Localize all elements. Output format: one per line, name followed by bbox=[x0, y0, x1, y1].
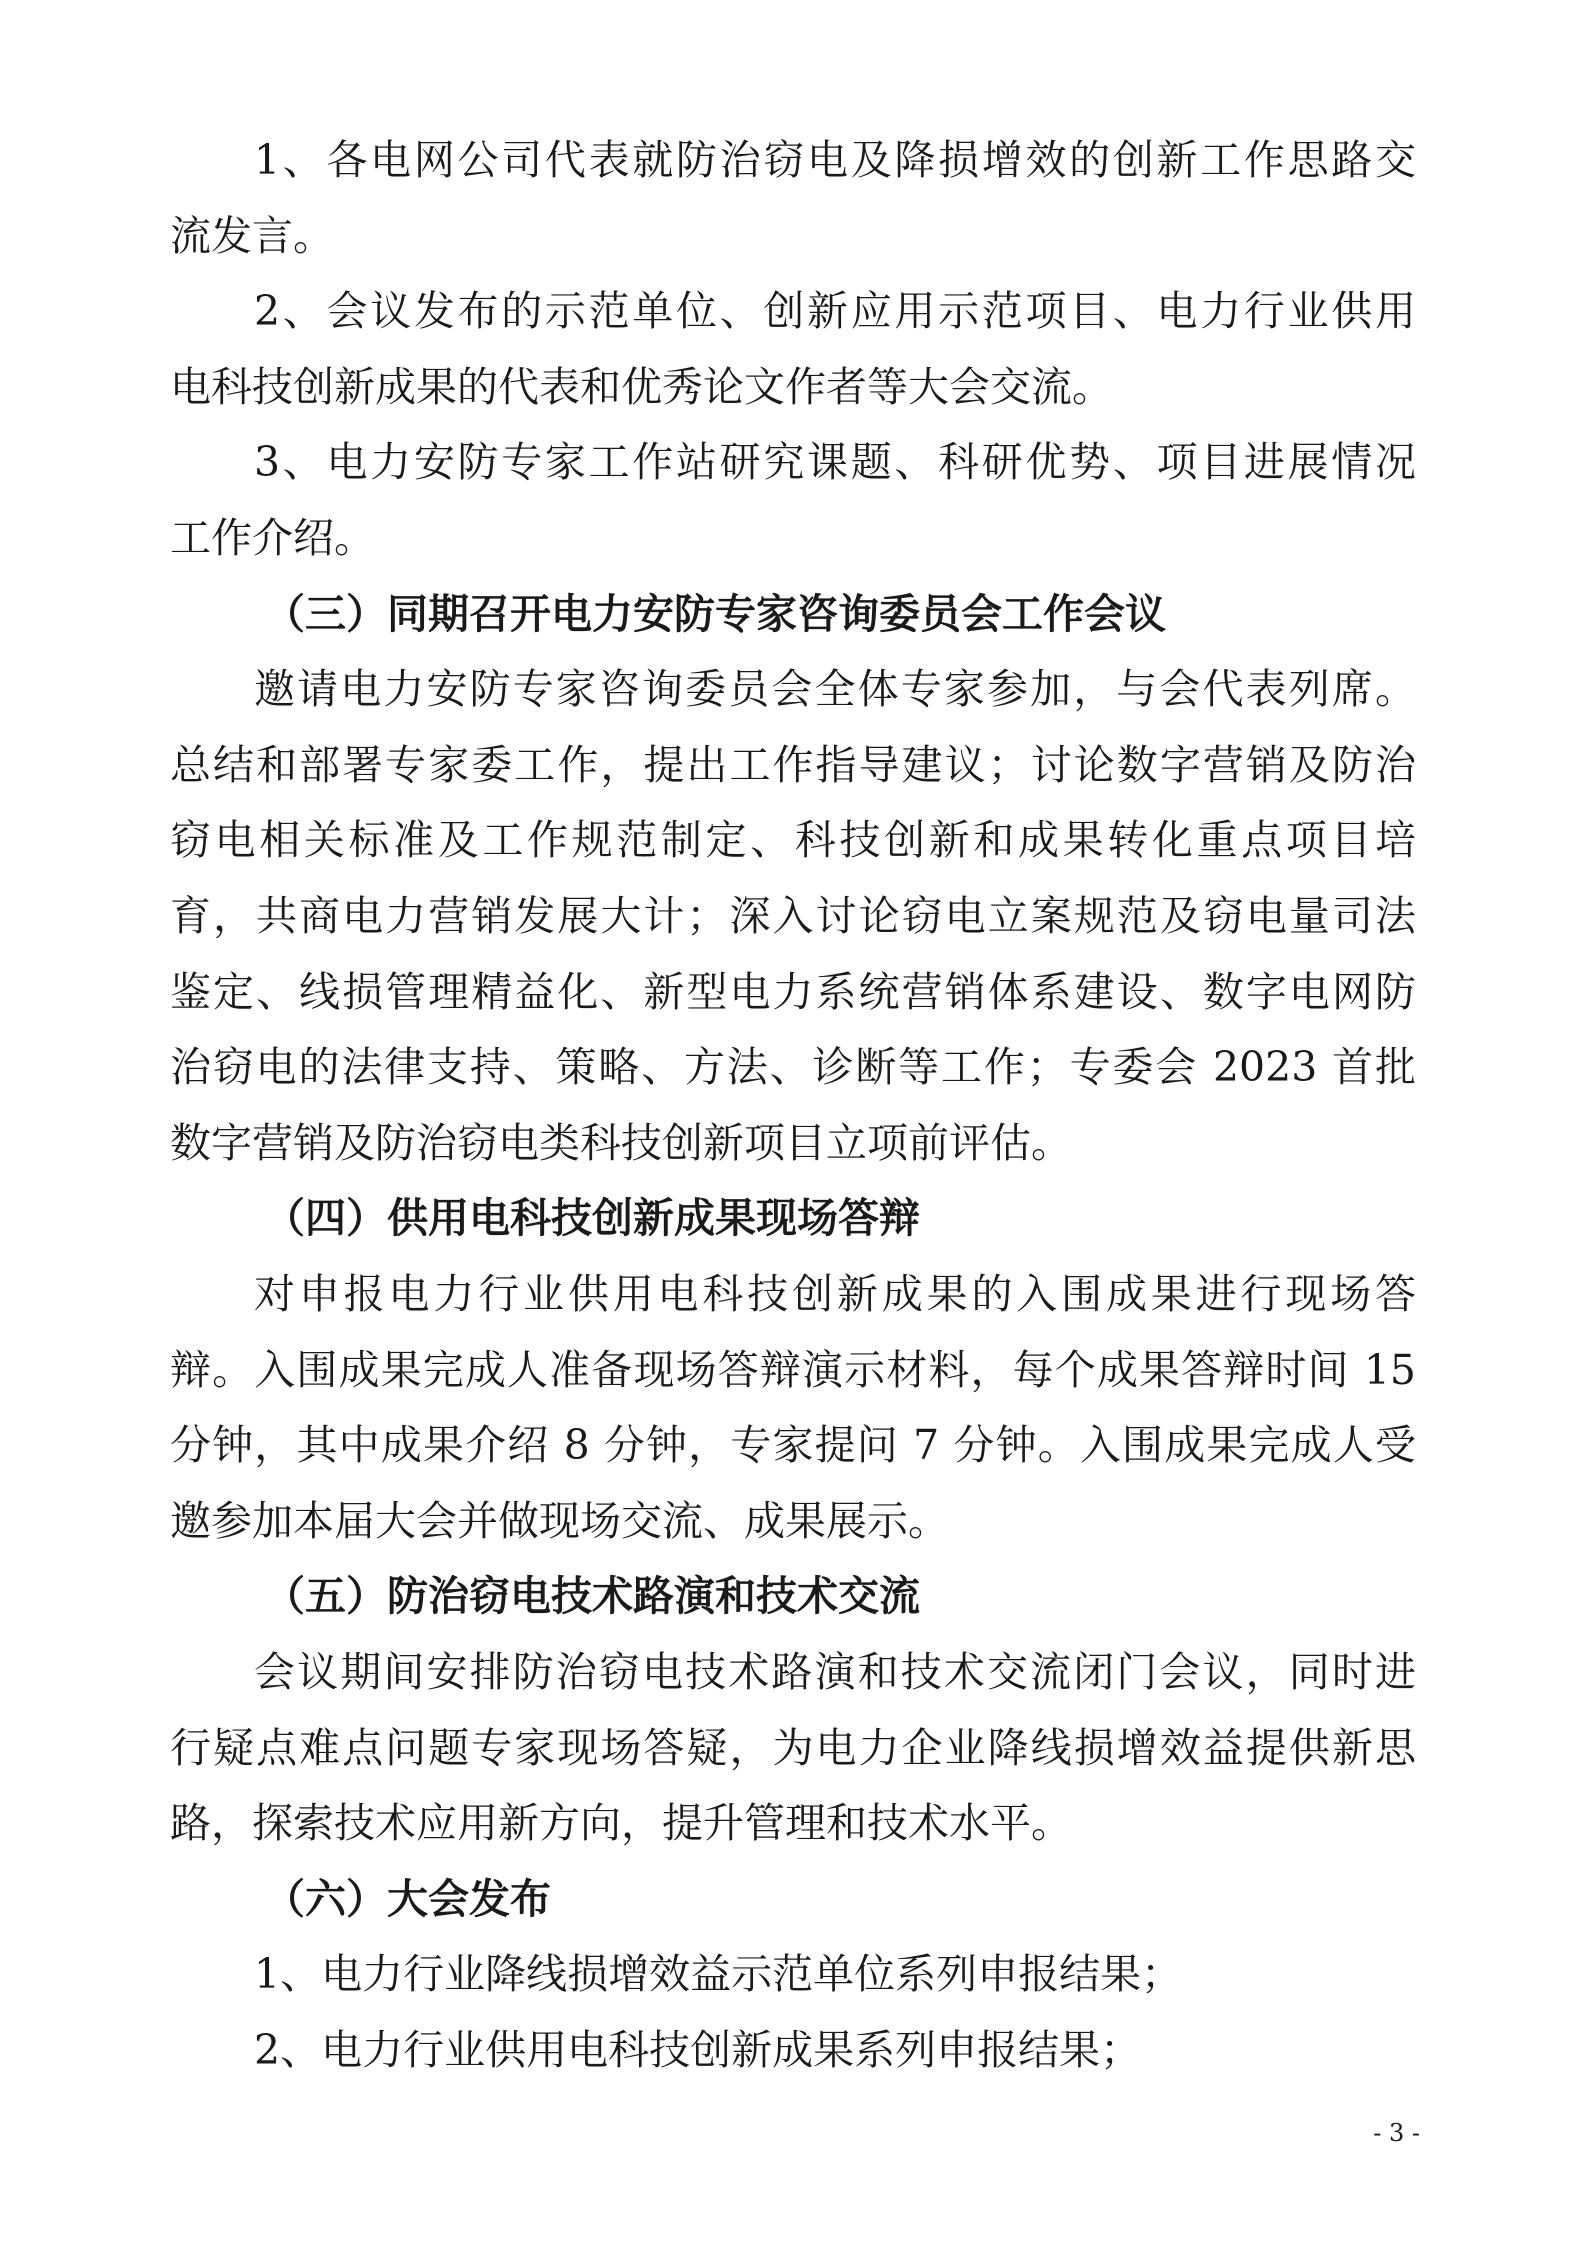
section-heading-6: （六）大会发布 bbox=[264, 1875, 551, 1923]
body-line: 邀请电力安防专家咨询委员会全体专家参加，与会代表列席。 bbox=[254, 665, 1416, 713]
list-item: 2、电力行业供用电科技创新成果系列申报结果； bbox=[254, 2026, 1142, 2074]
body-line: 分钟，其中成果介绍 8 分钟，专家提问 7 分钟。入围成果完成人受 bbox=[170, 1421, 1416, 1469]
body-line: 3、电力安防专家工作站研究课题、科研优势、项目进展情况 bbox=[254, 438, 1416, 486]
body-line: 数字营销及防治窃电类科技创新项目立项前评估。 bbox=[170, 1119, 1072, 1167]
body-line: 2、会议发布的示范单位、创新应用示范项目、电力行业供用 bbox=[254, 287, 1416, 335]
body-line: 行疑点难点问题专家现场答疑，为电力企业降线损增效益提供新思 bbox=[170, 1724, 1416, 1772]
body-line: 育，共商电力营销发展大计；深入讨论窃电立案规范及窃电量司法 bbox=[170, 892, 1416, 940]
body-line: 流发言。 bbox=[170, 212, 334, 260]
body-line: 路，探索技术应用新方向，提升管理和技术水平。 bbox=[170, 1799, 1072, 1847]
body-line: 窃电相关标准及工作规范制定、科技创新和成果转化重点项目培 bbox=[170, 816, 1416, 864]
body-line: 邀参加本届大会并做现场交流、成果展示。 bbox=[170, 1497, 949, 1545]
page-number: - 3 - bbox=[1373, 2119, 1420, 2147]
body-line: 治窃电的法律支持、策略、方法、诊断等工作；专委会 2023 首批 bbox=[170, 1043, 1416, 1091]
section-heading-4: （四）供用电科技创新成果现场答辩 bbox=[264, 1194, 920, 1242]
body-line: 总结和部署专家委工作，提出工作指导建议；讨论数字营销及防治 bbox=[170, 741, 1416, 789]
section-heading-5: （五）防治窃电技术路演和技术交流 bbox=[264, 1572, 920, 1620]
body-line: 对申报电力行业供用电科技创新成果的入围成果进行现场答 bbox=[254, 1270, 1416, 1318]
list-item: 1、电力行业降线损增效益示范单位系列申报结果； bbox=[254, 1950, 1183, 1998]
body-line: 1、各电网公司代表就防治窃电及降损增效的创新工作思路交 bbox=[254, 136, 1416, 184]
body-line: 会议期间安排防治窃电技术路演和技术交流闭门会议，同时进 bbox=[254, 1648, 1416, 1696]
body-line: 电科技创新成果的代表和优秀论文作者等大会交流。 bbox=[170, 363, 1113, 411]
body-line: 鉴定、线损管理精益化、新型电力系统营销体系建设、数字电网防 bbox=[170, 968, 1416, 1016]
body-line: 工作介绍。 bbox=[170, 514, 375, 562]
body-line: 辩。入围成果完成人准备现场答辩演示材料，每个成果答辩时间 15 bbox=[170, 1346, 1416, 1394]
section-heading-3: （三）同期召开电力安防专家咨询委员会工作会议 bbox=[264, 590, 1166, 638]
